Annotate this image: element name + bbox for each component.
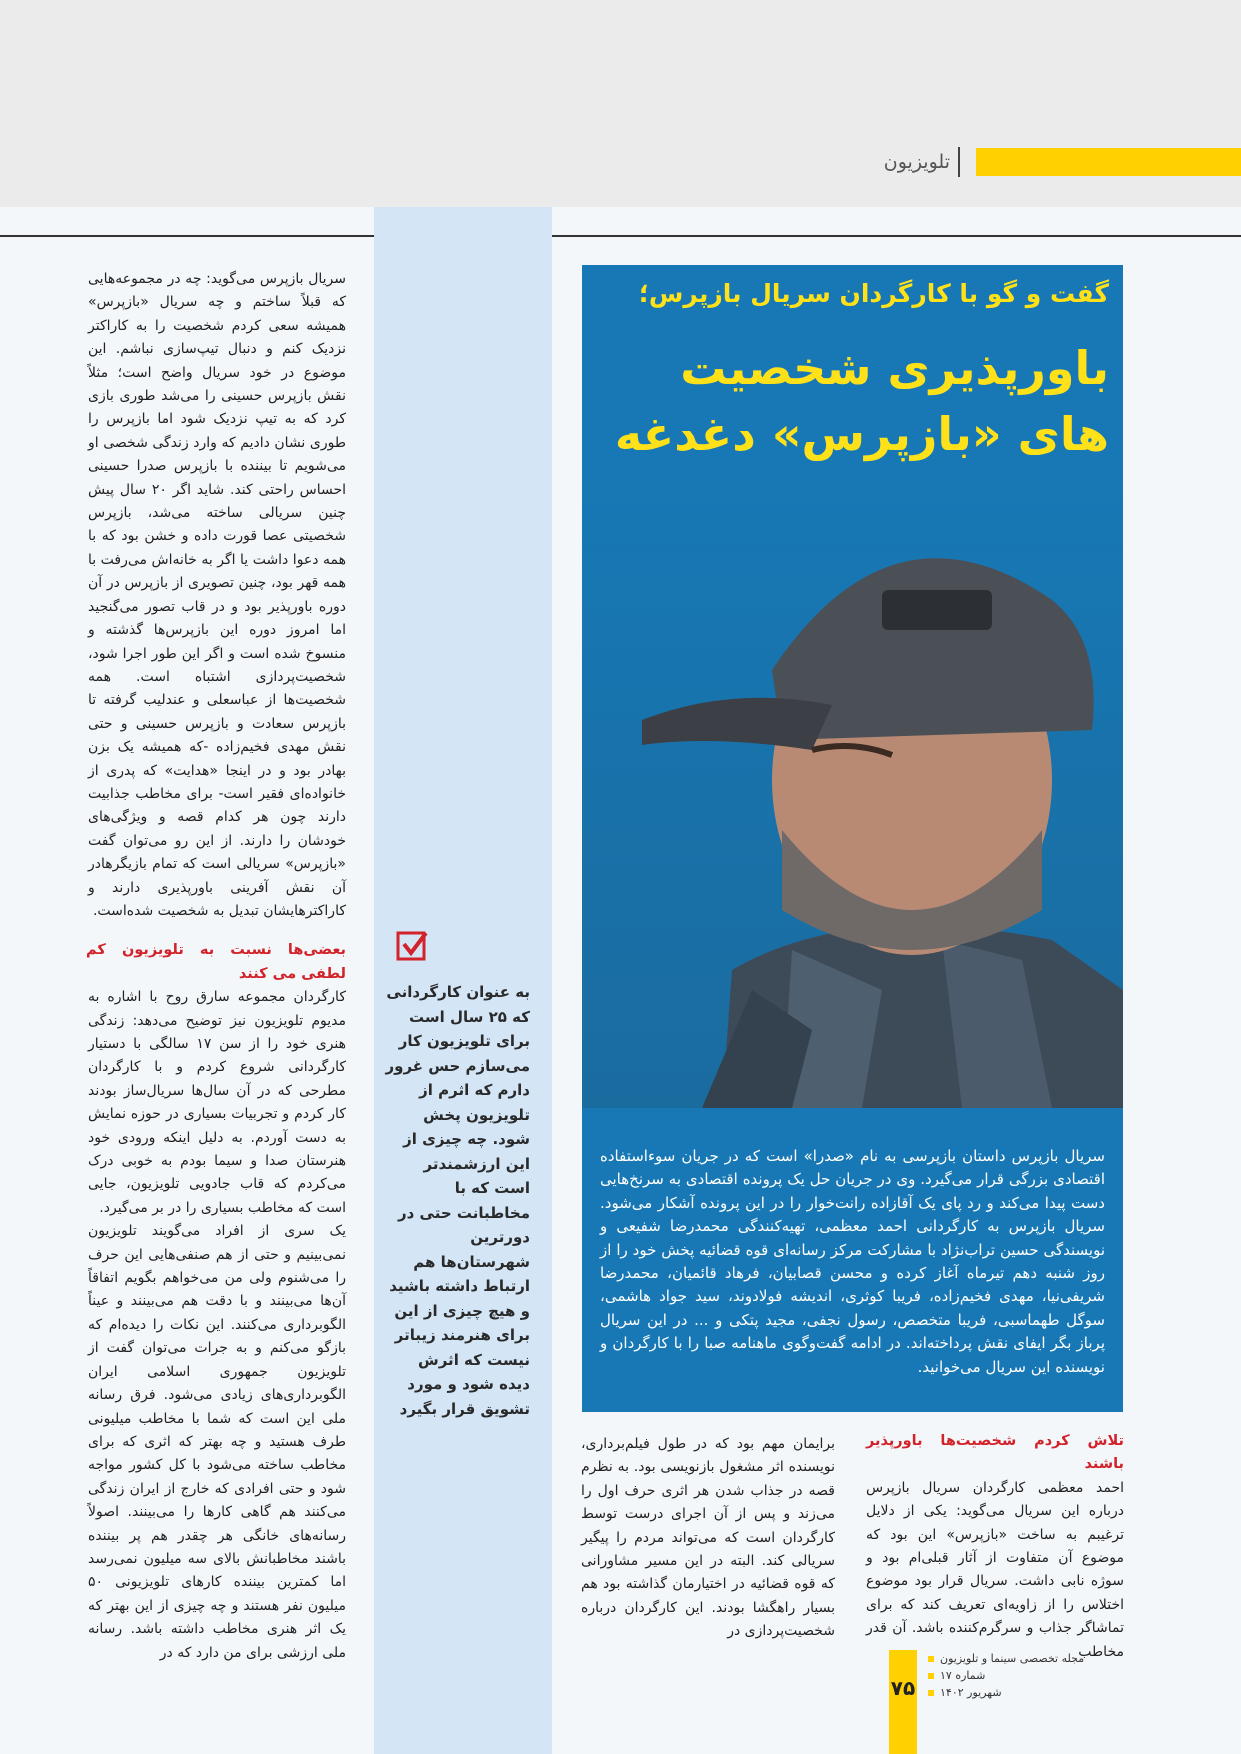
- paragraph: یک سری از افراد می‌گویند تلویزیون نمی‌بینیم و حتی از هم صنفی‌هایی این حرف را می‌شنوم ولی من می‌خواهم بگویم اتفاقاً آن‌ها می‌بینند و با دقت هم می‌بینند و عیناً الگوبرداری می‌کنند. این نکات را دیده‌ام که بازگو می‌کنم و به جرات می‌توان گفت از تلویزیون جمهوری اسلامی ایران الگوبرداری‌های زیادی می‌شود. فرق رسانه ملی این است که شما با مخاطب میلیونی طرف هستید و چه بهتر که اثری که برای مخاطب ساخته می‌شود با کل کشور مواجه شود و حتی افرادی که خارج از ایران زندگی می‌کنند هم گاهی کارها را می‌بینند. اصولاً رسانه‌های خانگی هر چقدر هم پر بیننده باشند مخاطبانش بالای سه میلیون نمی‌رسد اما کمترین بیننده کارهای تلویزیونی ۵۰ میلیون نفر هستند و چه چیزی از این بهتر که یک اثر هنری مخاطب داشته باشد. رسانه ملی ارزشی برای من دارد که در: [88, 1223, 346, 1661]
- page-number: ۷۵: [890, 1676, 916, 1700]
- page-footer-meta: [928, 1650, 1138, 1701]
- issue-number: شماره ۱۷: [940, 1669, 986, 1682]
- pull-quote: به عنوان کارگردانی که ۲۵ سال است برای تلویزیون کار می‌سازم حس غرور دارم که اثرم از تلویزیون پخش شود. چه چیزی از این ارزشمندتر است که با مخاطبانت حتی در دورترین شهرستان‌ها هم ارتباط داشته باشید و هیچ چیزی از این برای هنرمند زیباتر نیست که اثرش دیده شود و مورد تشویق قرار بگیرد: [385, 983, 530, 1418]
- bottom-right-column: [866, 1430, 1124, 1664]
- paragraph: کارگردان مجموعه سارق روح با اشاره به مدیوم تلویزیون نیز توضیح می‌دهد: زندگی هنری خود را از سن ۱۷ سالگی با دستیار کارگردانی شروع کردم و با کارگردان مطرحی که در آن سال‌ها سریال‌ساز بودند کار کردم و تجربیات بسیاری در حوزه نمایش به دست آوردم. به دلیل اینکه ورودی خود هنرستان صدا و سیما بودم به خوبی درک می‌کردم که قاب جادویی تلویزیون، جایی است که مخاطب بسیاری را در بر می‌گیرد.: [88, 989, 346, 1216]
- issue-date: شهریور ۱۴۰۲: [940, 1686, 1002, 1699]
- headline: باورپذیری شخصیت های «بازپرس» دغدغه: [614, 341, 1109, 461]
- photo-caption: سریال بازپرس داستان بازپرسی به نام «صدرا» است که در جریان سوءاستفاده اقتصادی بزرگی قرار می‌گیرد. وی در جریان حل یک پرونده اقتصادی به سرنخ‌هایی دست پیدا می‌کند و رد پای یک آقازاده رانت‌خوار را در این پرونده آشکار می‌شود. سریال بازپرس به کارگردانی احمد معظمی، تهیه‌کنندگی محمدرضا شفیعی و نویسندگی حسین تراب‌نژاد با مشارکت مرکز رسانه‌ای قوه قضائیه پخش خود را از روز شنبه دهم تیرماه آغاز کرده و محسن قصابیان، فرهاد قائمیان، محمدرضا شریفی‌نیا، مهدی فخیم‌زاده، فریبا کوثری، اندیشه فولادوند، سید جواد هاشمی، سوگل طهماسبی، فریبا متخصص، رسول نجفی، مجید پتکی و ... در این سریال پرباز بگر ایفای نقش پرداخته‌اند. در ادامه گفت‌وگوی ماهنامه صبا را با کارگردان و نویسنده این سریال می‌خوانید.: [600, 1147, 1105, 1376]
- paragraph: احمد معظمی کارگردان سریال بازپرس درباره این سریال می‌گوید: یکی از دلایل ترغیبم به ساخت «بازپرس» این بود که موضوع آن متفاوت از آثار قبلی‌ام بود و سوژه نابی داشت. سریال قرار بود موضوع اختلاس را از زاویه‌ای تعریف کند که برای تماشاگر جذاب و سرگرم‌کننده باشد. آن قدر مخاطب: [866, 1479, 1124, 1660]
- bullet-icon: [928, 1656, 934, 1662]
- top-rule: [0, 235, 1241, 237]
- bottom-middle-column: [581, 1433, 835, 1644]
- left-article-column: [88, 268, 346, 1665]
- bullet-icon: [928, 1690, 934, 1696]
- checkbox-icon: [396, 929, 428, 961]
- kicker: گفت و گو با کارگردان سریال بازپرس؛: [638, 279, 1109, 308]
- paragraph: برایمان مهم بود که در طول فیلم‌برداری، نویسنده اثر مشغول بازنویسی بود. به نظرم قصه در جذاب شدن هر اثری حرف اول را می‌زند و پس از آن اجرای درست توسط کارگردان است که می‌تواند مردم را پیگیر سریالی کند. البته در این مسیر مشاورانی که قوه قضائیه در اختیارمان گذاشته بود هم بسیار راهگشا بودند. این کارگردان درباره شخصیت‌پردازی در: [581, 1436, 835, 1640]
- hero-box: [582, 265, 1123, 1412]
- paragraph: سریال بازپرس می‌گوید: چه در مجموعه‌هایی که قبلاً ساختم و چه سریال «بازپرس» همیشه سعی کردم شخصیت را به کاراکتر نزدیک کنم و دنبال تیپ‌سازی نباشم. این موضوع در خود سریال واضح است؛ مثلاً نقش بازپرس حسینی را می‌شد طوری بازی کرد که به تیپ نزدیک شود اما بازپرس را طوری نشان دادیم که وارد زندگی شخصی او می‌شویم تا بیننده با بازپرس صدرا حسینی احساس راحتی کند. شاید اگر ۲۰ سال پیش چنین سریالی ساخته می‌شد، بازپرس شخصیتی عصا قورت داده و خشن بود که با همه دعوا داشت یا اگر به خانه‌اش می‌رفت با همه قهر بود، چنین تصویری از بازپرس در آن دوره باورپذیر بود و در قاب تصور می‌گنجید اما امروز دوره این بازپرس‌ها گذشته و منسوخ شده است و اگر این طور اجرا شود، شخصیت‌پردازی اشتباه است. همه شخصیت‌ها از عباسعلی و عندلیب گرفته تا بازپرس سعادت و بازپرس حسینی و حتی نقش مهدی فخیم‌زاده -که همیشه یک بزن بهادر بود و در اینجا «هدایت» که پدری از خانواده‌ای فقیر است- برای مخاطب جذابیت دارند چون هر کدام قصه و ویژگی‌های خودشان را دارند. از این رو می‌توان گفت «بازپرس» سریالی است که تمام بازیگرهادر آن نقش آفرینی باورپذیری دارند و کاراکترهایشان تبدیل به شخصیت شده‌است.: [88, 271, 346, 919]
- section-accent-bar: [976, 148, 1241, 176]
- section-divider: [958, 147, 960, 177]
- section-label: تلویزیون: [883, 151, 950, 173]
- magazine-name: مجله تخصصی سینما و تلویزیون: [940, 1652, 1085, 1665]
- subheading: تلاش کردم شخصیت‌ها باورپذیر باشند: [866, 1433, 1124, 1473]
- page-number-tab: [889, 1650, 917, 1754]
- subheading: بعضی‌ها نسبت به تلویزیون کم لطفی می کنند: [86, 942, 346, 982]
- director-portrait-photo: [582, 470, 1123, 1108]
- bullet-icon: [928, 1673, 934, 1679]
